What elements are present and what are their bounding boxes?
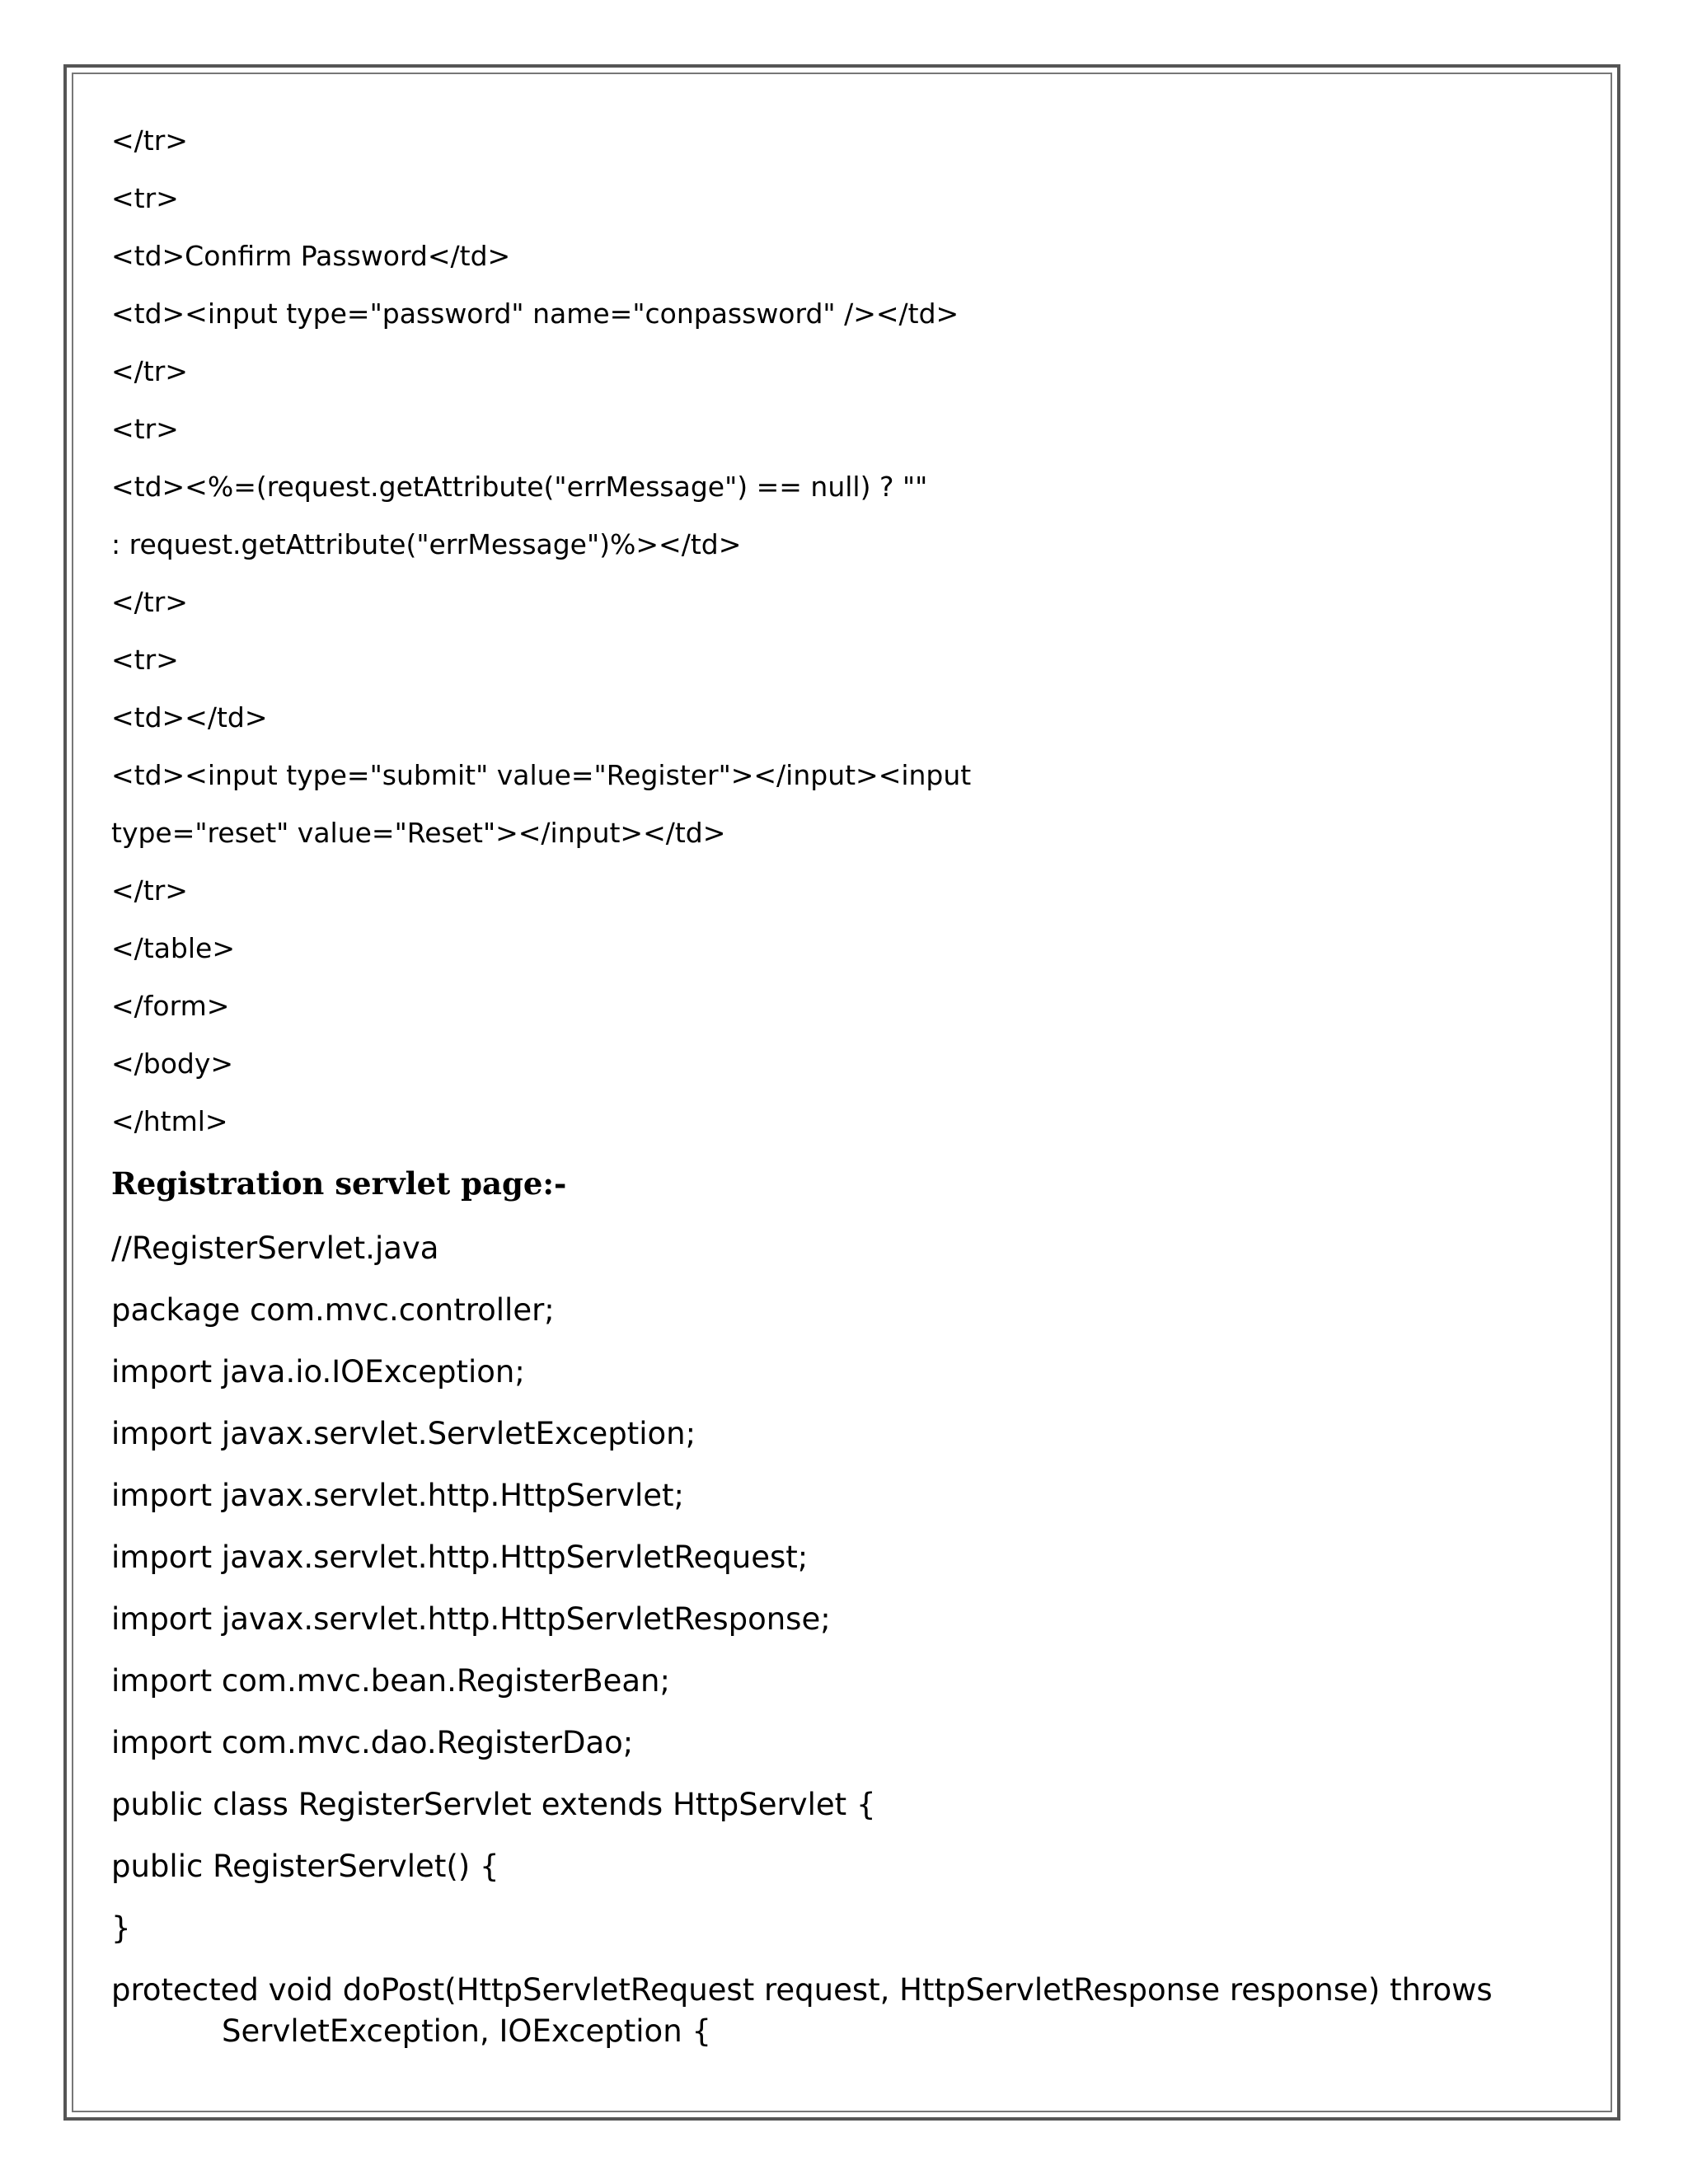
code-line: </tr> [111, 874, 188, 907]
code-line: import com.mvc.dao.RegisterDao; [111, 1725, 634, 1760]
code-line: <tr> [111, 413, 179, 445]
code-line: public class RegisterServlet extends HttpServlet { [111, 1787, 876, 1822]
code-line: <td><input type="password" name="conpassword" /></td> [111, 298, 959, 330]
code-line: </html> [111, 1105, 228, 1137]
code-line: type="reset" value="Reset"></input></td> [111, 817, 726, 849]
code-line: package com.mvc.controller; [111, 1292, 555, 1328]
code-line: </tr> [111, 355, 188, 387]
code-line: import com.mvc.bean.RegisterBean; [111, 1663, 670, 1699]
code-line: public RegisterServlet() { [111, 1849, 499, 1884]
code-line: <tr> [111, 644, 179, 676]
section-heading: Registration servlet page:- [111, 1165, 567, 1202]
code-line: import javax.servlet.http.HttpServletRequest; [111, 1540, 809, 1575]
code-line: <td><input type="submit" value="Register"></input><input [111, 759, 972, 791]
code-line: } [111, 1910, 131, 1946]
code-line: <td><%=(request.getAttribute("errMessage") == null) ? "" [111, 471, 928, 503]
code-line: <td></td> [111, 701, 268, 733]
code-line: import javax.servlet.http.HttpServlet; [111, 1478, 684, 1513]
code-line: </tr> [111, 586, 188, 618]
code-line: : request.getAttribute("errMessage")%></td> [111, 528, 742, 560]
code-line: </body> [111, 1047, 234, 1080]
code-line: </form> [111, 990, 230, 1022]
code-line: protected void doPost(HttpServletRequest request, HttpServletResponse response) throws [111, 1972, 1493, 2008]
code-line: //RegisterServlet.java [111, 1230, 439, 1266]
code-line: import javax.servlet.ServletException; [111, 1416, 696, 1451]
code-line: </table> [111, 932, 235, 964]
code-line: </tr> [111, 124, 188, 157]
code-line: import javax.servlet.http.HttpServletResponse; [111, 1601, 831, 1637]
code-line: <td>Confirm Password</td> [111, 240, 511, 272]
code-line: ServletException, IOException { [222, 2013, 711, 2049]
code-line: <tr> [111, 182, 179, 214]
code-line: import java.io.IOException; [111, 1354, 525, 1390]
